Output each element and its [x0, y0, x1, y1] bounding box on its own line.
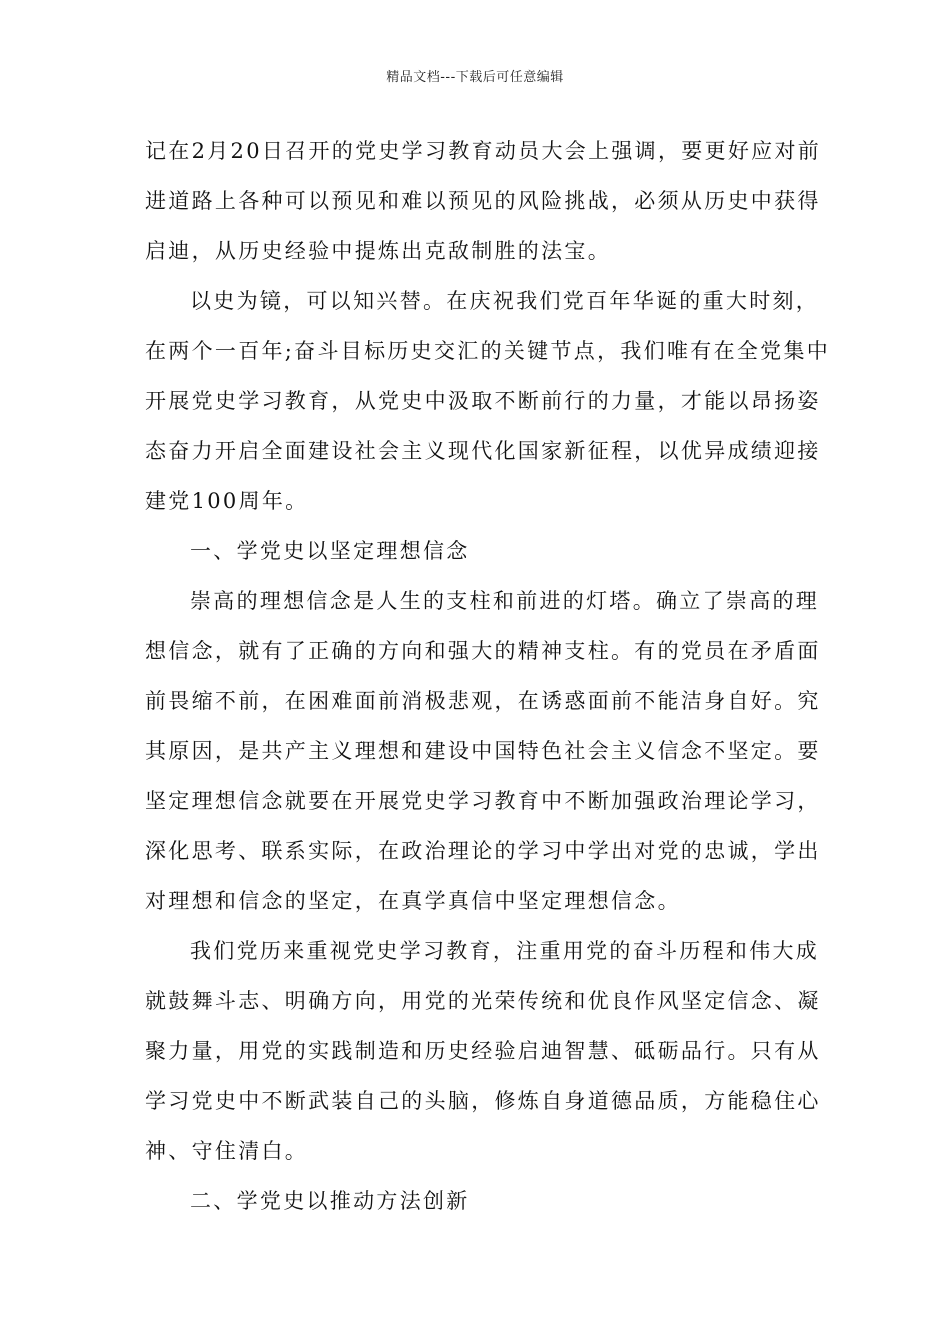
text-line: 记在2月20日召开的党史学习教育动员大会上强调，要更好应对前 [145, 139, 822, 163]
text-line: 态奋力开启全面建设社会主义现代化国家新征程，以优异成绩迎接 [145, 439, 821, 463]
text-line: 其原因，是共产主义理想和建设中国特色社会主义信念不坚定。要 [145, 739, 821, 763]
page-header: 精品文档---下载后可任意编辑 [386, 70, 564, 85]
text-line: 启迪，从历史经验中提炼出克敌制胜的法宝。 [145, 239, 611, 263]
text-line: 对理想和信念的坚定，在真学真信中坚定理想信念。 [145, 889, 681, 913]
text-line: 前畏缩不前，在困难面前消极悲观，在诱惑面前不能洁身自好。究 [145, 689, 821, 713]
text-line: 聚力量，用党的实践制造和历史经验启迪智慧、砥砺品行。只有从 [145, 1039, 821, 1063]
section-heading: 一、学党史以坚定理想信念 [190, 539, 470, 563]
text-line: 学习党史中不断武装自己的头脑，修炼自身道德品质，方能稳住心 [145, 1089, 821, 1113]
text-line: 神、守住清白。 [145, 1139, 309, 1163]
text-line: 开展党史学习教育，从党史中汲取不断前行的力量，才能以昂扬姿 [145, 389, 821, 413]
text-line: 以史为镜，可以知兴替。在庆祝我们党百年华诞的重大时刻， [190, 289, 820, 313]
text-line: 坚定理想信念就要在开展党史学习教育中不断加强政治理论学习， [145, 789, 821, 813]
text-line: 在两个一百年;奋斗目标历史交汇的关键节点，我们唯有在全党集中 [145, 339, 831, 363]
text-line: 我们党历来重视党史学习教育，注重用党的奋斗历程和伟大成 [190, 939, 820, 963]
text-line: 崇高的理想信念是人生的支柱和前进的灯塔。确立了崇高的理 [190, 589, 820, 613]
text-line: 想信念，就有了正确的方向和强大的精神支柱。有的党员在矛盾面 [145, 639, 821, 663]
section-heading: 二、学党史以推动方法创新 [190, 1189, 470, 1213]
text-line: 深化思考、联系实际，在政治理论的学习中学出对党的忠诚，学出 [145, 839, 821, 863]
text-line: 进道路上各种可以预见和难以预见的风险挑战，必须从历史中获得 [145, 189, 821, 213]
text-line: 就鼓舞斗志、明确方向，用党的光荣传统和优良作风坚定信念、凝 [145, 989, 821, 1013]
text-line: 建党100周年。 [145, 489, 309, 513]
